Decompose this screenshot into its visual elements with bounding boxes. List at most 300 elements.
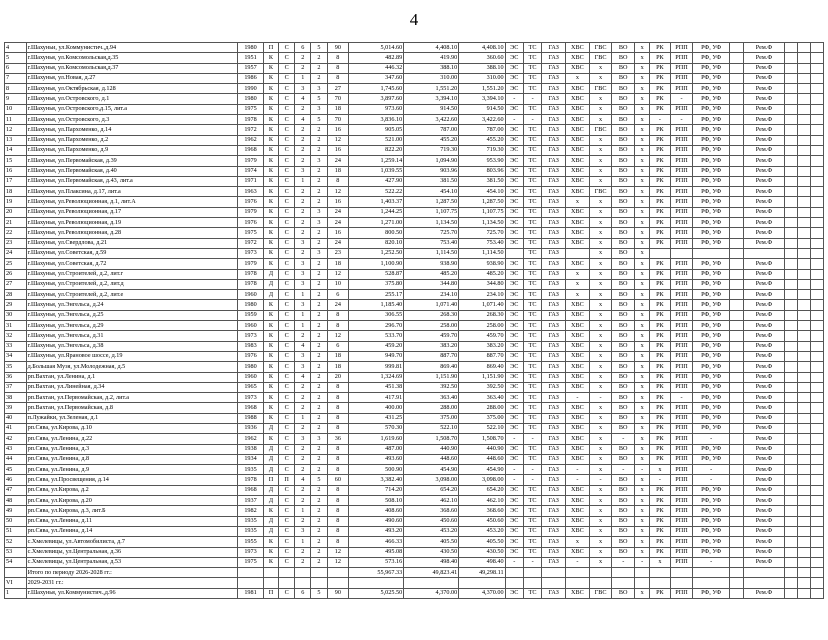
cell-roof-repair: РК bbox=[650, 434, 671, 444]
table-row bbox=[5, 362, 824, 372]
cell-apartments: 16 bbox=[327, 145, 349, 155]
cell-living-area: 1,551.20 bbox=[404, 84, 459, 94]
cell-extra-col-3 bbox=[810, 156, 823, 166]
cell-address: с.Хмелевицы, ул.Автомобилиста, д.7 bbox=[26, 537, 237, 547]
cell-roof-type bbox=[279, 568, 295, 578]
cell-basement-repair: РПП bbox=[670, 279, 693, 289]
cell-row-number: 50 bbox=[5, 516, 27, 526]
cell-basement-repair: РПП bbox=[670, 259, 693, 269]
cell-wall-type: К bbox=[263, 259, 278, 269]
cell-blank-col bbox=[730, 94, 744, 104]
cell-roof-type: С bbox=[279, 166, 295, 176]
cell-power-supply: ЭС bbox=[505, 547, 523, 557]
cell-entrances: 2 bbox=[311, 53, 327, 63]
cell-extra-col-3 bbox=[810, 248, 823, 258]
cell-gas-supply: ГАЗ bbox=[542, 444, 566, 454]
cell-cold-water: - bbox=[566, 475, 590, 485]
cell-cold-water: ХВС bbox=[566, 43, 590, 53]
cell-cold-water: ХВС bbox=[566, 84, 590, 94]
table-row bbox=[5, 423, 824, 433]
cell-sewerage: ВО bbox=[612, 506, 635, 516]
cell-apartments: 8 bbox=[327, 53, 349, 63]
cell-apartments: 8 bbox=[327, 382, 349, 392]
cell-hot-water bbox=[589, 568, 612, 578]
cell-basement-repair: РПП bbox=[670, 547, 693, 557]
table-row bbox=[5, 568, 824, 578]
cell-blank-col bbox=[730, 104, 744, 114]
cell-fund-type: Рем.Ф bbox=[744, 331, 785, 341]
cell-roof-repair: РК bbox=[650, 321, 671, 331]
cell-power-supply: ЭС bbox=[505, 207, 523, 217]
cell-fund-type: Рем.Ф bbox=[744, 187, 785, 197]
cell-blank-col bbox=[730, 444, 744, 454]
cell-facade-repair: РФ, УФ bbox=[693, 259, 730, 269]
cell-hot-water: х bbox=[589, 382, 612, 392]
cell-entrances: 2 bbox=[311, 176, 327, 186]
cell-entrances: 2 bbox=[311, 485, 327, 495]
table-row bbox=[5, 104, 824, 114]
cell-year-built: 1957 bbox=[238, 63, 264, 73]
cell-wall-type: К bbox=[263, 506, 278, 516]
cell-living-area: 234.10 bbox=[404, 290, 459, 300]
cell-wall-type: П bbox=[263, 43, 278, 53]
cell-heat-supply: ТС bbox=[523, 197, 541, 207]
cell-gas-supply: ГАЗ bbox=[542, 341, 566, 351]
cell-row-number: 5 bbox=[5, 53, 27, 63]
cell-year-built: 1960 bbox=[238, 321, 264, 331]
cell-fund-type: Рем.Ф bbox=[744, 526, 785, 536]
cell-entrances: 2 bbox=[311, 496, 327, 506]
cell-power-supply: ЭС bbox=[505, 341, 523, 351]
cell-floors: 2 bbox=[295, 423, 311, 433]
cell-extra-col-1 bbox=[785, 444, 798, 454]
cell-basement-repair: РПП bbox=[670, 269, 693, 279]
cell-basement-repair: РПП bbox=[670, 372, 693, 382]
cell-fund-type: Рем.Ф bbox=[744, 557, 785, 567]
cell-facade-repair: РФ, УФ bbox=[693, 516, 730, 526]
cell-wall-type: К bbox=[263, 166, 278, 176]
cell-sewerage: ВО bbox=[612, 351, 635, 361]
cell-blank-col bbox=[730, 485, 744, 495]
cell-residential-area: 1,551.20 bbox=[459, 84, 505, 94]
cell-extra-col-1 bbox=[785, 526, 798, 536]
cell-extra-flag bbox=[635, 578, 650, 588]
table-row bbox=[5, 547, 824, 557]
cell-sewerage: ВО bbox=[612, 207, 635, 217]
cell-cold-water: ХВС bbox=[566, 53, 590, 63]
cell-address: п.Лужайки, ул.Зеленая, д.1 bbox=[26, 413, 237, 423]
cell-sewerage: ВО bbox=[612, 403, 635, 413]
cell-living-area: 1,508.70 bbox=[404, 434, 459, 444]
cell-facade-repair: РФ, УФ bbox=[693, 145, 730, 155]
cell-sewerage: ВО bbox=[612, 485, 635, 495]
cell-power-supply: ЭС bbox=[505, 372, 523, 382]
cell-extra-col-3 bbox=[810, 434, 823, 444]
cell-fund-type: Рем.Ф bbox=[744, 485, 785, 495]
cell-extra-col-3 bbox=[810, 393, 823, 403]
cell-extra-flag: х bbox=[635, 413, 650, 423]
cell-heat-supply bbox=[523, 578, 541, 588]
cell-residential-area: 258.00 bbox=[459, 321, 505, 331]
cell-wall-type: Д bbox=[263, 444, 278, 454]
cell-blank-col bbox=[730, 259, 744, 269]
cell-row-number: 22 bbox=[5, 228, 27, 238]
cell-entrances: 2 bbox=[311, 321, 327, 331]
cell-apartments: 8 bbox=[327, 485, 349, 495]
cell-sewerage: ВО bbox=[612, 63, 635, 73]
cell-floors: 2 bbox=[295, 454, 311, 464]
cell-sewerage: ВО bbox=[612, 547, 635, 557]
cell-power-supply: ЭС bbox=[505, 444, 523, 454]
table-row bbox=[5, 516, 824, 526]
cell-hot-water: х bbox=[589, 526, 612, 536]
cell-power-supply: - bbox=[505, 465, 523, 475]
cell-year-built: 1938 bbox=[238, 444, 264, 454]
cell-living-area: 3,394.10 bbox=[404, 94, 459, 104]
cell-row-number: 48 bbox=[5, 496, 27, 506]
cell-gas-supply: ГАЗ bbox=[542, 115, 566, 125]
cell-heat-supply: - bbox=[523, 115, 541, 125]
table-row bbox=[5, 125, 824, 135]
cell-roof-repair: - bbox=[650, 475, 671, 485]
cell-residential-area: 3,422.60 bbox=[459, 115, 505, 125]
cell-row-number: 33 bbox=[5, 341, 27, 351]
cell-extra-col-3 bbox=[810, 331, 823, 341]
cell-basement-repair: РПП bbox=[670, 166, 693, 176]
cell-floors: 6 bbox=[295, 588, 311, 598]
cell-roof-repair: РК bbox=[650, 125, 671, 135]
cell-extra-col-1 bbox=[785, 485, 798, 495]
cell-roof-repair: РК bbox=[650, 537, 671, 547]
cell-extra-col-1 bbox=[785, 135, 798, 145]
cell-roof-type: С bbox=[279, 454, 295, 464]
cell-extra-col-2 bbox=[797, 413, 810, 423]
cell-total-area: 573.16 bbox=[349, 557, 404, 567]
cell-extra-col-3 bbox=[810, 63, 823, 73]
cell-extra-col-3 bbox=[810, 43, 823, 53]
cell-living-area: 430.50 bbox=[404, 547, 459, 557]
cell-wall-type: К bbox=[263, 300, 278, 310]
cell-basement-repair: РПП bbox=[670, 321, 693, 331]
cell-basement-repair: РПП bbox=[670, 238, 693, 248]
cell-basement-repair: РПП bbox=[670, 403, 693, 413]
cell-living-area: 1,094.90 bbox=[404, 156, 459, 166]
cell-living-area: 455.20 bbox=[404, 135, 459, 145]
cell-total-area: 451.38 bbox=[349, 382, 404, 392]
cell-cold-water: ХВС bbox=[566, 300, 590, 310]
cell-blank-col bbox=[730, 537, 744, 547]
cell-extra-col-2 bbox=[797, 43, 810, 53]
cell-fund-type: Рем.Ф bbox=[744, 444, 785, 454]
cell-extra-col-1 bbox=[785, 63, 798, 73]
cell-roof-repair: РК bbox=[650, 218, 671, 228]
cell-total-area: 459.20 bbox=[349, 341, 404, 351]
cell-facade-repair: - bbox=[693, 434, 730, 444]
cell-row-number: 51 bbox=[5, 526, 27, 536]
cell-wall-type: К bbox=[263, 331, 278, 341]
cell-year-built: 1959 bbox=[238, 310, 264, 320]
cell-facade-repair: РФ, УФ bbox=[693, 73, 730, 83]
cell-address: рп.Сява, ул.Ленина, д.22 bbox=[26, 434, 237, 444]
cell-sewerage: ВО bbox=[612, 372, 635, 382]
cell-gas-supply: ГАЗ bbox=[542, 537, 566, 547]
cell-cold-water: ХВС bbox=[566, 125, 590, 135]
cell-basement-repair: РПП bbox=[670, 84, 693, 94]
cell-roof-type: С bbox=[279, 269, 295, 279]
cell-row-number: 8 bbox=[5, 84, 27, 94]
table-row bbox=[5, 228, 824, 238]
cell-blank-col bbox=[730, 423, 744, 433]
cell-facade-repair: РФ, УФ bbox=[693, 588, 730, 598]
cell-apartments: 12 bbox=[327, 135, 349, 145]
cell-gas-supply: ГАЗ bbox=[542, 423, 566, 433]
cell-blank-col bbox=[730, 228, 744, 238]
cell-floors: 2 bbox=[295, 444, 311, 454]
cell-address: рп.Сява, ул.Кирова, д.20 bbox=[26, 496, 237, 506]
cell-address: г.Шахунья, ул.Первомайская, д.39 bbox=[26, 156, 237, 166]
table-row bbox=[5, 444, 824, 454]
cell-total-area: 1,619.60 bbox=[349, 434, 404, 444]
cell-blank-col bbox=[730, 341, 744, 351]
table-row bbox=[5, 341, 824, 351]
cell-extra-col-1 bbox=[785, 197, 798, 207]
table-row bbox=[5, 63, 824, 73]
cell-basement-repair: - bbox=[670, 94, 693, 104]
cell-extra-flag: х bbox=[635, 207, 650, 217]
cell-apartments: 18 bbox=[327, 259, 349, 269]
cell-cold-water: ХВС bbox=[566, 362, 590, 372]
cell-sewerage: ВО bbox=[612, 238, 635, 248]
cell-living-area: 440.90 bbox=[404, 444, 459, 454]
cell-entrances: 3 bbox=[311, 248, 327, 258]
cell-floors: 3 bbox=[295, 300, 311, 310]
cell-total-area: 3,382.40 bbox=[349, 475, 404, 485]
cell-floors: 2 bbox=[295, 104, 311, 114]
cell-heat-supply: - bbox=[523, 94, 541, 104]
cell-extra-flag bbox=[635, 568, 650, 578]
cell-fund-type: Рем.Ф bbox=[744, 434, 785, 444]
cell-extra-flag: х bbox=[635, 423, 650, 433]
cell-roof-repair: РК bbox=[650, 259, 671, 269]
cell-apartments: 8 bbox=[327, 176, 349, 186]
cell-roof-repair: РК bbox=[650, 207, 671, 217]
cell-roof-type: С bbox=[279, 485, 295, 495]
cell-fund-type: Рем.Ф bbox=[744, 454, 785, 464]
cell-residential-area: 344.80 bbox=[459, 279, 505, 289]
cell-blank-col bbox=[730, 125, 744, 135]
cell-entrances: 2 bbox=[311, 259, 327, 269]
table-row bbox=[5, 300, 824, 310]
cell-blank-col bbox=[730, 156, 744, 166]
cell-extra-col-1 bbox=[785, 588, 798, 598]
cell-cold-water bbox=[566, 568, 590, 578]
cell-extra-col-3 bbox=[810, 145, 823, 155]
cell-year-built: 1983 bbox=[238, 341, 264, 351]
cell-extra-col-2 bbox=[797, 485, 810, 495]
cell-residential-area: 234.10 bbox=[459, 290, 505, 300]
cell-address: рп.Вахтан, ул.Первомайская, д.8 bbox=[26, 403, 237, 413]
cell-extra-col-3 bbox=[810, 568, 823, 578]
cell-wall-type: Д bbox=[263, 454, 278, 464]
cell-row-number: 14 bbox=[5, 145, 27, 155]
cell-extra-flag: х bbox=[635, 290, 650, 300]
cell-fund-type: Рем.Ф bbox=[744, 269, 785, 279]
cell-extra-col-1 bbox=[785, 156, 798, 166]
cell-total-area: 55,967.33 bbox=[349, 568, 404, 578]
cell-extra-col-2 bbox=[797, 465, 810, 475]
cell-hot-water: х bbox=[589, 372, 612, 382]
cell-heat-supply: ТС bbox=[523, 321, 541, 331]
cell-year-built: 1988 bbox=[238, 413, 264, 423]
cell-roof-repair: РК bbox=[650, 341, 671, 351]
cell-extra-col-1 bbox=[785, 73, 798, 83]
cell-residential-area: 368.60 bbox=[459, 506, 505, 516]
cell-cold-water: ХВС bbox=[566, 331, 590, 341]
cell-blank-col bbox=[730, 351, 744, 361]
cell-cold-water: х bbox=[566, 269, 590, 279]
cell-row-number: 37 bbox=[5, 382, 27, 392]
table-row bbox=[5, 84, 824, 94]
cell-floors: 2 bbox=[295, 465, 311, 475]
cell-floors: 2 bbox=[295, 516, 311, 526]
cell-living-area: 1,114.50 bbox=[404, 248, 459, 258]
cell-heat-supply: ТС bbox=[523, 351, 541, 361]
cell-gas-supply: ГАЗ bbox=[542, 506, 566, 516]
housing-register-table bbox=[4, 42, 824, 599]
cell-hot-water: х bbox=[589, 166, 612, 176]
cell-extra-col-1 bbox=[785, 300, 798, 310]
cell-extra-col-2 bbox=[797, 228, 810, 238]
cell-address: рп.Сява, ул.Кирова, д.3, лит.Б bbox=[26, 506, 237, 516]
cell-extra-flag: х bbox=[635, 362, 650, 372]
cell-extra-col-1 bbox=[785, 331, 798, 341]
cell-year-built: 1955 bbox=[238, 537, 264, 547]
cell-extra-col-2 bbox=[797, 331, 810, 341]
cell-floors: 1 bbox=[295, 506, 311, 516]
cell-residential-area: 450.60 bbox=[459, 516, 505, 526]
cell-basement-repair: РПП bbox=[670, 485, 693, 495]
cell-row-number: 53 bbox=[5, 547, 27, 557]
cell-hot-water: ГВС bbox=[589, 187, 612, 197]
cell-extra-col-1 bbox=[785, 115, 798, 125]
table-row bbox=[5, 310, 824, 320]
cell-floors: 3 bbox=[295, 238, 311, 248]
cell-basement-repair: РПП bbox=[670, 434, 693, 444]
cell-facade-repair: РФ, УФ bbox=[693, 125, 730, 135]
cell-hot-water: х bbox=[589, 104, 612, 114]
cell-heat-supply bbox=[523, 568, 541, 578]
cell-apartments: 8 bbox=[327, 403, 349, 413]
cell-year-built: 1935 bbox=[238, 465, 264, 475]
cell-facade-repair: РФ, УФ bbox=[693, 485, 730, 495]
cell-hot-water: х bbox=[589, 434, 612, 444]
cell-wall-type: К bbox=[263, 434, 278, 444]
cell-gas-supply: ГАЗ bbox=[542, 382, 566, 392]
cell-cold-water: ХВС bbox=[566, 156, 590, 166]
cell-fund-type: Рем.Ф bbox=[744, 290, 785, 300]
cell-row-number: 54 bbox=[5, 557, 27, 567]
cell-gas-supply: ГАЗ bbox=[542, 104, 566, 114]
cell-year-built: 1980 bbox=[238, 362, 264, 372]
table-row bbox=[5, 351, 824, 361]
cell-extra-col-1 bbox=[785, 187, 798, 197]
cell-row-number: 16 bbox=[5, 166, 27, 176]
cell-roof-type: П bbox=[279, 475, 295, 485]
cell-row-number: 7 bbox=[5, 73, 27, 83]
cell-fund-type: Рем.Ф bbox=[744, 547, 785, 557]
cell-total-area: 1,039.55 bbox=[349, 166, 404, 176]
table-row bbox=[5, 135, 824, 145]
cell-sewerage: ВО bbox=[612, 454, 635, 464]
cell-roof-type: С bbox=[279, 94, 295, 104]
cell-roof-repair: РК bbox=[650, 403, 671, 413]
cell-apartments bbox=[327, 568, 349, 578]
cell-entrances: 2 bbox=[311, 73, 327, 83]
cell-living-area: 654.20 bbox=[404, 485, 459, 495]
cell-facade-repair: РФ, УФ bbox=[693, 63, 730, 73]
cell-fund-type: Рем.Ф bbox=[744, 145, 785, 155]
cell-extra-col-1 bbox=[785, 228, 798, 238]
cell-total-area: 482.89 bbox=[349, 53, 404, 63]
cell-basement-repair: РПП bbox=[670, 341, 693, 351]
cell-roof-repair: РК bbox=[650, 84, 671, 94]
cell-roof-type: С bbox=[279, 115, 295, 125]
cell-address: г.Шахунья, ул.Революционная, д.1, лит.А bbox=[26, 197, 237, 207]
cell-facade-repair bbox=[693, 568, 730, 578]
cell-sewerage bbox=[612, 568, 635, 578]
cell-basement-repair: РПП bbox=[670, 537, 693, 547]
cell-living-area: 4,408.10 bbox=[404, 43, 459, 53]
cell-gas-supply bbox=[542, 568, 566, 578]
cell-fund-type: Рем.Ф bbox=[744, 341, 785, 351]
cell-wall-type: К bbox=[263, 321, 278, 331]
cell-sewerage: ВО bbox=[612, 310, 635, 320]
cell-residential-area: 454.10 bbox=[459, 187, 505, 197]
cell-power-supply: ЭС bbox=[505, 73, 523, 83]
cell-hot-water: х bbox=[589, 279, 612, 289]
cell-power-supply: ЭС bbox=[505, 506, 523, 516]
cell-living-area: 49,823.41 bbox=[404, 568, 459, 578]
cell-entrances: 2 bbox=[311, 444, 327, 454]
cell-heat-supply: - bbox=[523, 557, 541, 567]
cell-gas-supply: ГАЗ bbox=[542, 248, 566, 258]
cell-extra-col-2 bbox=[797, 516, 810, 526]
cell-living-area: 887.70 bbox=[404, 351, 459, 361]
table-row bbox=[5, 176, 824, 186]
cell-blank-col bbox=[730, 300, 744, 310]
cell-facade-repair: РФ, УФ bbox=[693, 176, 730, 186]
cell-entrances: 2 bbox=[311, 279, 327, 289]
cell-heat-supply: ТС bbox=[523, 145, 541, 155]
cell-living-area: 719.30 bbox=[404, 145, 459, 155]
table-row bbox=[5, 145, 824, 155]
cell-total-area: 466.33 bbox=[349, 537, 404, 547]
cell-basement-repair bbox=[670, 578, 693, 588]
cell-floors bbox=[295, 568, 311, 578]
cell-fund-type: Рем.Ф bbox=[744, 156, 785, 166]
cell-basement-repair: РПП bbox=[670, 465, 693, 475]
cell-row-number: 32 bbox=[5, 331, 27, 341]
cell-blank-col bbox=[730, 568, 744, 578]
cell-apartments: 90 bbox=[327, 588, 349, 598]
cell-roof-repair bbox=[650, 568, 671, 578]
cell-power-supply: ЭС bbox=[505, 176, 523, 186]
cell-power-supply: ЭС bbox=[505, 135, 523, 145]
cell-heat-supply: ТС bbox=[523, 310, 541, 320]
cell-power-supply: ЭС bbox=[505, 588, 523, 598]
cell-living-area: 1,287.50 bbox=[404, 197, 459, 207]
cell-year-built: 1979 bbox=[238, 207, 264, 217]
